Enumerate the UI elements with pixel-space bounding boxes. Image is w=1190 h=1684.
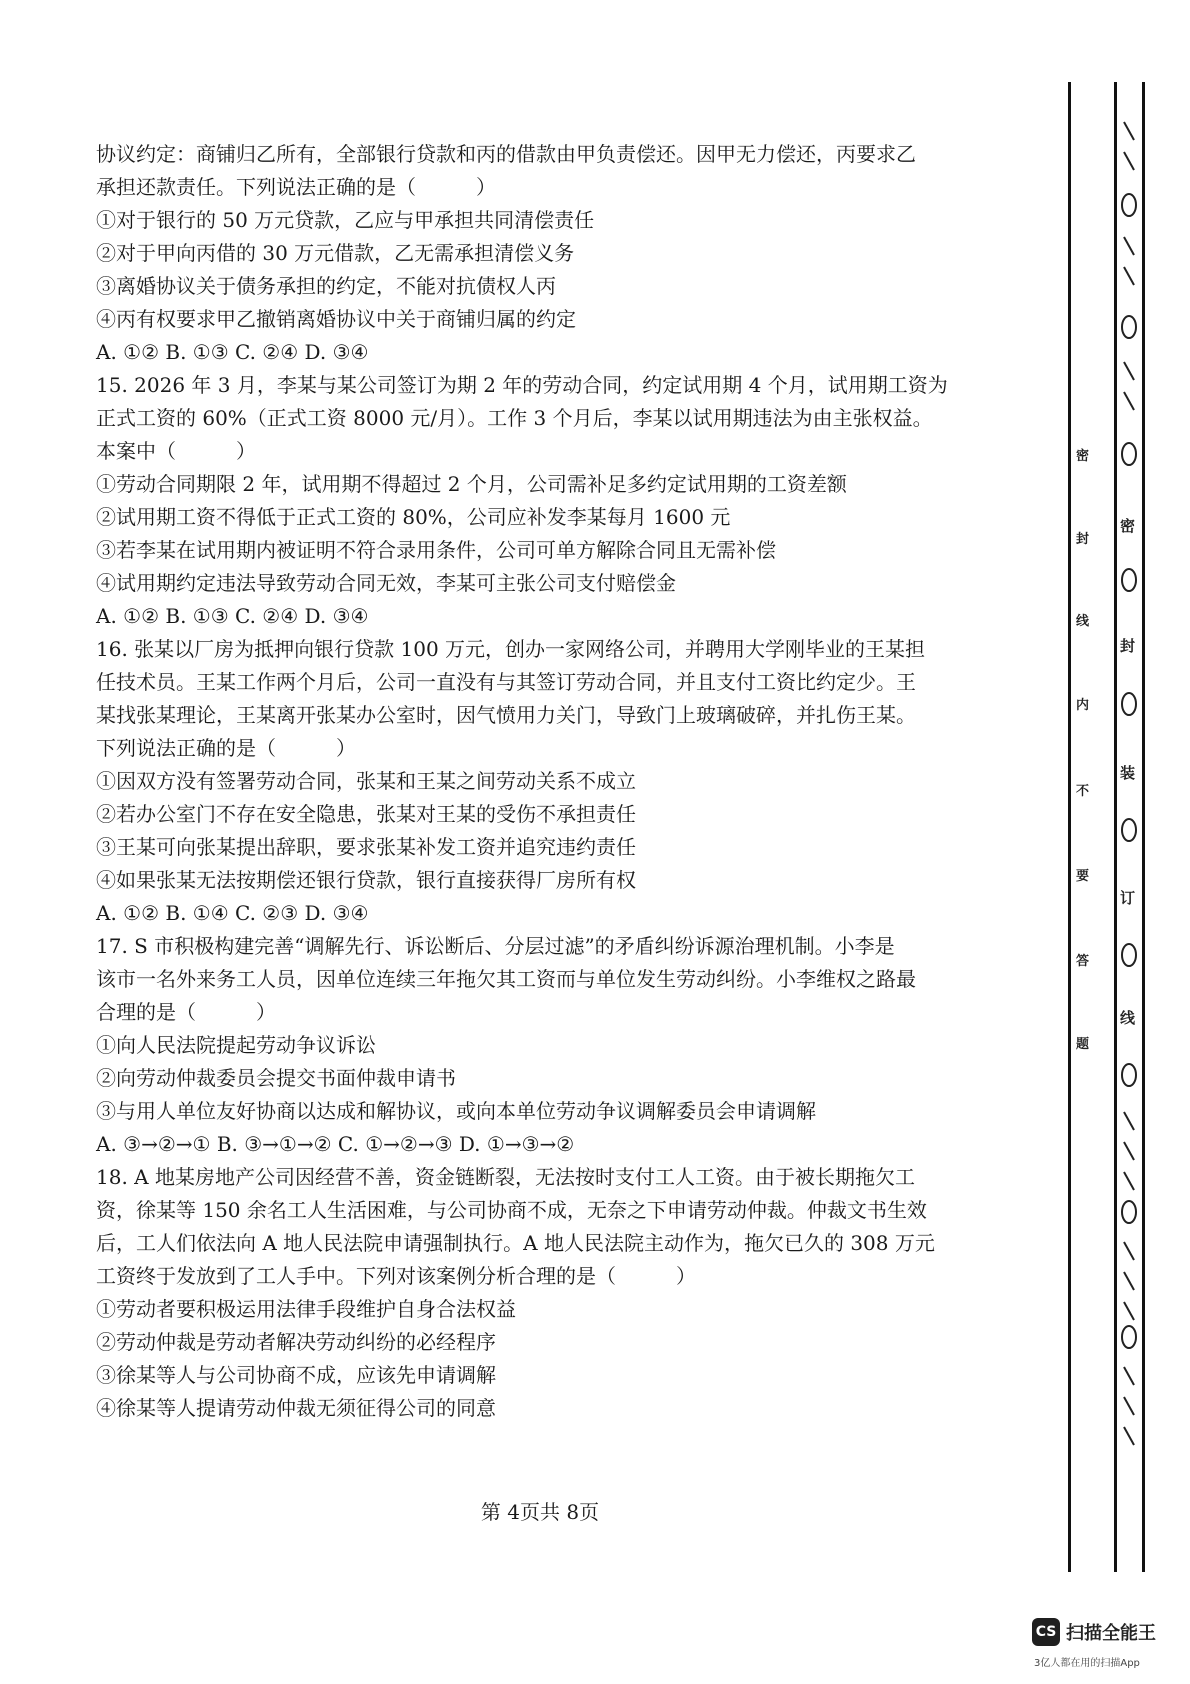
text-line: 本案中（ ） xyxy=(96,439,256,463)
text-line: ③徐某等人与公司协商不成，应该先申请调解 xyxy=(96,1363,496,1387)
binding-mark: 题 xyxy=(1076,1037,1090,1052)
text-line: A. ①② B. ①④ C. ②③ D. ③④ xyxy=(96,901,369,925)
binding-word: 线 xyxy=(1120,1009,1136,1027)
question-text xyxy=(96,138,1026,1425)
text-line: 合理的是（ ） xyxy=(96,1000,276,1024)
text-line: ③若李某在试用期内被证明不符合录用条件，公司可单方解除合同且无需补偿 xyxy=(96,538,776,562)
text-line: 18. A 地某房地产公司因经营不善，资金链断裂，无法按时支付工人工资。由于被长期拖欠工 xyxy=(96,1165,915,1189)
text-line: 协议约定：商铺归乙所有，全部银行贷款和丙的借款由甲负责偿还。因甲无力偿还，丙要求乙 xyxy=(96,142,916,166)
binding-word: 订 xyxy=(1120,889,1136,907)
scanner-watermark xyxy=(1032,1618,1156,1646)
binding-word: 密 xyxy=(1120,517,1136,535)
binding-mark: 不 xyxy=(1076,784,1090,799)
binding-mark: 线 xyxy=(1076,614,1090,629)
binding-mark: 密 xyxy=(1076,449,1090,464)
binding-mark: 要 xyxy=(1076,869,1090,884)
text-line: 承担还款责任。下列说法正确的是（ ） xyxy=(96,175,496,199)
watermark-tagline: 3亿人都在用的扫描App xyxy=(1034,1658,1140,1669)
camscanner-logo-icon: CS xyxy=(1032,1618,1060,1646)
text-line: ②试用期工资不得低于正式工资的 80%，公司应补发李某每月 1600 元 xyxy=(96,505,731,529)
binding-margin xyxy=(1068,82,1148,1572)
text-line: ①因双方没有签署劳动合同，张某和王某之间劳动关系不成立 xyxy=(96,769,636,793)
binding-word: 装 xyxy=(1120,764,1136,782)
text-line: ②若办公室门不存在安全隐患，张某对王某的受伤不承担责任 xyxy=(96,802,636,826)
text-line: ④如果张某无法按期偿还银行贷款，银行直接获得厂房所有权 xyxy=(96,868,636,892)
text-line: 任技术员。王某工作两个月后，公司一直没有与其签订劳动合同，并且支付工资比约定少。王 xyxy=(96,670,916,694)
binding-pattern xyxy=(1068,82,1148,1572)
text-line: ①对于银行的 50 万元贷款，乙应与甲承担共同清偿责任 xyxy=(96,208,595,232)
text-line: 17. S 市积极构建完善“调解先行、诉讼断后、分层过滤”的矛盾纠纷诉源治理机制。小李是 xyxy=(96,934,895,958)
text-line: ①劳动合同期限 2 年，试用期不得超过 2 个月，公司需补足多约定试用期的工资差额 xyxy=(96,472,847,496)
text-line: 正式工资的 60%（正式工资 8000 元/月）。工作 3 个月后，李某以试用期违法为由主张权益。 xyxy=(96,406,933,430)
text-line: 15. 2026 年 3 月，李某与某公司签订为期 2 年的劳动合同，约定试用期 4 个月，试用期工资为 xyxy=(96,373,948,397)
binding-word: 封 xyxy=(1120,637,1136,655)
text-line: 工资终于发放到了工人手中。下列对该案例分析合理的是（ ） xyxy=(96,1264,696,1288)
text-line: A. ③→②→① B. ③→①→② C. ①→②→③ D. ①→③→② xyxy=(96,1132,575,1156)
text-line: ④丙有权要求甲乙撤销离婚协议中关于商铺归属的约定 xyxy=(96,307,576,331)
text-line: 16. 张某以厂房为抵押向银行贷款 100 万元，创办一家网络公司，并聘用大学刚毕业的王某担 xyxy=(96,637,926,661)
page-footer: 第 4页共 8页 xyxy=(480,1500,600,1524)
binding-mark: 封 xyxy=(1076,532,1090,547)
text-line: 资，徐某等 150 余名工人生活困难，与公司协商不成，无奈之下申请劳动仲裁。仲裁文书生效 xyxy=(96,1198,927,1222)
text-line: A. ①② B. ①③ C. ②④ D. ③④ xyxy=(96,604,369,628)
text-line: ②劳动仲裁是劳动者解决劳动纠纷的必经程序 xyxy=(96,1330,496,1354)
binding-mark: 答 xyxy=(1076,954,1090,969)
text-line: 某找张某理论，王某离开张某办公室时，因气愤用力关门，导致门上玻璃破碎，并扎伤王某。 xyxy=(96,703,916,727)
text-line: 该市一名外来务工人员，因单位连续三年拖欠其工资而与单位发生劳动纠纷。小李维权之路最 xyxy=(96,967,916,991)
text-line: ④徐某等人提请劳动仲裁无须征得公司的同意 xyxy=(96,1396,496,1420)
text-line: ④试用期约定违法导致劳动合同无效，李某可主张公司支付赔偿金 xyxy=(96,571,676,595)
text-line: ①劳动者要积极运用法律手段维护自身合法权益 xyxy=(96,1297,516,1321)
text-line: A. ①② B. ①③ C. ②④ D. ③④ xyxy=(96,340,369,364)
text-line: 下列说法正确的是（ ） xyxy=(96,736,356,760)
text-line: ③王某可向张某提出辞职，要求张某补发工资并追究违约责任 xyxy=(96,835,636,859)
text-line: ③与用人单位友好协商以达成和解协议，或向本单位劳动争议调解委员会申请调解 xyxy=(96,1099,816,1123)
text-line: ②对于甲向丙借的 30 万元借款，乙无需承担清偿义务 xyxy=(96,241,575,265)
watermark-name: 扫描全能王 xyxy=(1066,1623,1156,1644)
text-line: ③离婚协议关于债务承担的约定，不能对抗债权人丙 xyxy=(96,274,556,298)
text-line: ②向劳动仲裁委员会提交书面仲裁申请书 xyxy=(96,1066,456,1090)
binding-mark: 内 xyxy=(1076,698,1090,713)
text-line: ①向人民法院提起劳动争议诉讼 xyxy=(96,1033,376,1057)
text-line: 后，工人们依法向 A 地人民法院申请强制执行。A 地人民法院主动作为，拖欠已久的 308 万元 xyxy=(96,1231,935,1255)
